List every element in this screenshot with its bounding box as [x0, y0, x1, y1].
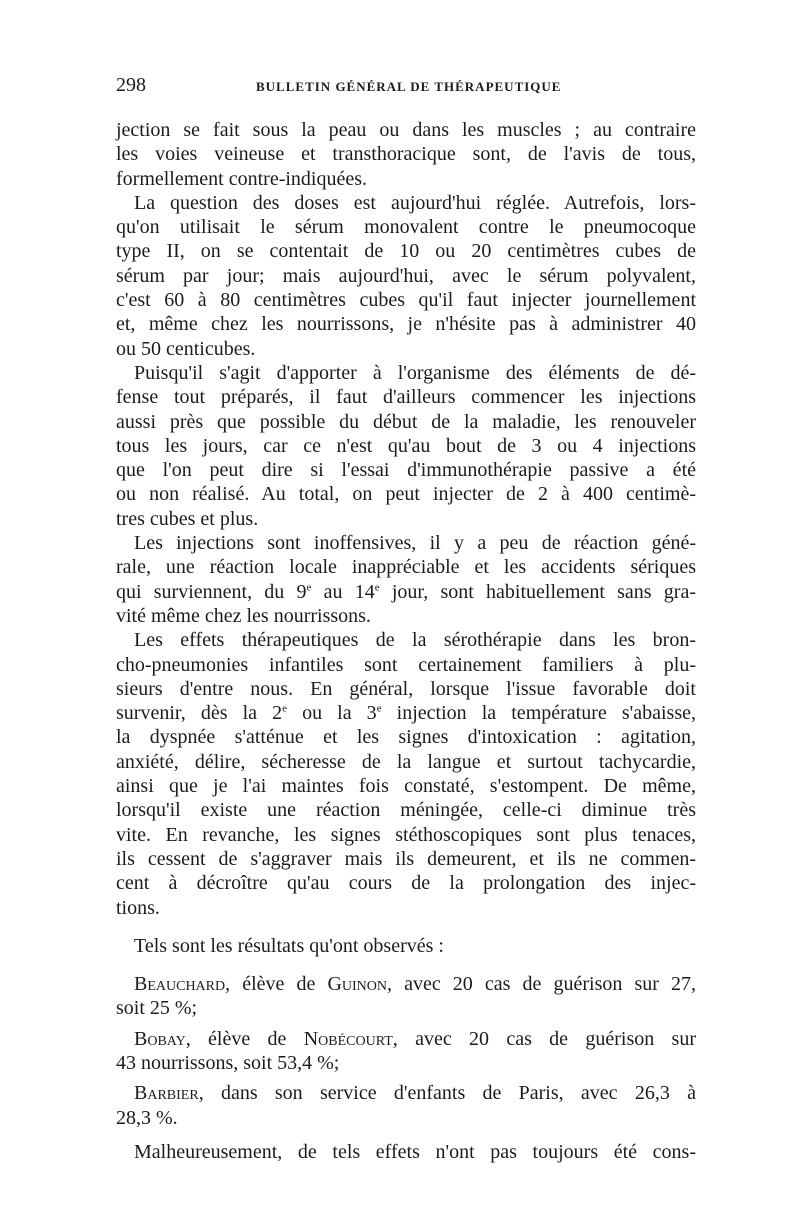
text-line: aussi près que possible du début de la maladie, les renouveler [116, 410, 696, 433]
text-line: lorsqu'il existe une réaction méningée, celle-ci diminue très [116, 799, 696, 822]
author-name: Guinon [327, 973, 387, 996]
text-line: fense tout préparés, il faut d'ailleurs commencer les injections [116, 386, 696, 409]
text-line: sieurs d'entre nous. En général, lorsque l'issue favorable doit [116, 677, 696, 700]
text-line: ainsi que je l'ai maintes fois constaté, s'estompent. De même, [116, 775, 696, 798]
author-name: Beauchard [134, 973, 226, 996]
text-line: ou non réalisé. Au total, on peut injecter de 2 à 400 centimè- [116, 483, 696, 506]
text-line: anxiété, délire, sécheresse de la langue et surtout tachycardie, [116, 750, 696, 773]
text-line: 28,3 %. [116, 1106, 178, 1129]
text-line: Tels sont les résultats qu'ont observés : [134, 934, 444, 957]
paragraph-2 [116, 191, 696, 361]
text-line: cent à décroître qu'au cours de la prolongation des injec- [116, 872, 696, 895]
paragraph-3 [116, 361, 696, 531]
text-line: Barbier, dans son service d'enfants de Paris, avec 26,3 à [134, 1082, 696, 1105]
text-line: Les effets thérapeutiques de la sérothérapie dans les bron- [134, 629, 696, 652]
text-line: cho-pneumonies infantiles sont certainement familiers à plu- [116, 653, 696, 676]
paragraph-6 [116, 934, 696, 958]
text-line: type II, on se contentait de 10 ou 20 centimètres cubes de [116, 240, 696, 263]
paragraph-4 [116, 531, 696, 628]
text-line: soit 25 %; [116, 997, 198, 1020]
text-line: tres cubes et plus. [116, 507, 259, 530]
text-line: Malheureusement, de tels effets n'ont pas toujours été cons- [134, 1140, 696, 1163]
running-title: BULLETIN GÉNÉRAL DE THÉRAPEUTIQUE [256, 79, 562, 94]
author-name: Bobay [134, 1027, 186, 1050]
text-line: ou 50 centicubes. [116, 337, 256, 360]
page-header [116, 74, 696, 104]
text-line: survenir, dès la 2e ou la 3e injection la température s'abaisse, [116, 702, 696, 725]
text-line: Bobay, élève de Nobécourt, avec 20 cas de guérison sur [134, 1027, 696, 1050]
text-line: vite. En revanche, les signes stéthoscopiques sont plus tenaces, [116, 823, 696, 846]
text-line: et, même chez les nourrissons, je n'hésite pas à administrer 40 [116, 313, 696, 336]
paragraph-5 [116, 628, 696, 920]
text-line: que l'on peut dire si l'essai d'immunothérapie passive a été [116, 459, 696, 482]
body-text [116, 118, 696, 1164]
text-line: qui surviennent, du 9e au 14e jour, sont habituellement sans gra- [116, 580, 696, 603]
text-line: Les injections sont inoffensives, il y a peu de réaction géné- [134, 532, 696, 555]
text-line: ils cessent de s'aggraver mais ils demeurent, et ils ne commen- [116, 847, 696, 870]
text-line: vité même chez les nourrissons. [116, 604, 371, 627]
text-line: les voies veineuse et transthoracique sont, de l'avis de tous, [116, 143, 696, 166]
text-line: c'est 60 à 80 centimètres cubes qu'il faut injecter journellement [116, 289, 696, 312]
text-line: qu'on utilisait le sérum monovalent contre le pneumocoque [116, 216, 696, 239]
text-line: formellement contre-indiquées. [116, 167, 368, 190]
text-line: la dyspnée s'atténue et les signes d'intoxication : agitation, [116, 726, 696, 749]
paragraph-1 [116, 118, 696, 191]
result-beauchard [116, 972, 696, 1021]
paragraph-final [116, 1140, 696, 1164]
author-name: Nobécourt [303, 1027, 393, 1050]
text-line: 43 nourrissons, soit 53,4 %; [116, 1051, 340, 1074]
author-name: Barbier [134, 1082, 199, 1105]
text-line: Beauchard, élève de Guinon, avec 20 cas de guérison sur 27, [134, 973, 696, 996]
text-line: tous les jours, car ce n'est qu'au bout de 3 ou 4 injections [116, 434, 696, 457]
page-number: 298 [116, 74, 146, 96]
text-line: sérum par jour; mais aujourd'hui, avec le sérum polyvalent, [116, 264, 696, 287]
text-line: jection se fait sous la peau ou dans les muscles ; au contraire [116, 119, 696, 141]
result-barbier [116, 1081, 696, 1130]
text-line: Puisqu'il s'agit d'apporter à l'organisme des éléments de dé- [134, 361, 696, 384]
text-line: tions. [116, 896, 160, 919]
result-bobay [116, 1027, 696, 1076]
text-line: rale, une réaction locale inappréciable et les accidents sériques [116, 556, 696, 579]
text-line: La question des doses est aujourd'hui réglée. Autrefois, lors- [134, 191, 696, 214]
